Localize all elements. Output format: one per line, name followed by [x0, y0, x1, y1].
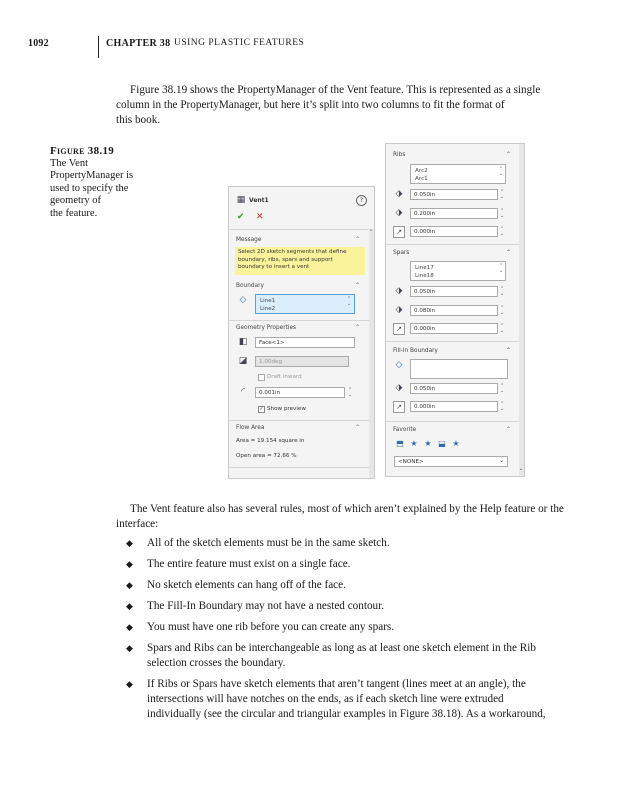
ribs-width-spinner[interactable]: ⌃ ⌄ — [500, 208, 505, 219]
body-paragraph — [116, 502, 586, 532]
intro-paragraph — [116, 83, 586, 128]
list-item[interactable]: Arc1 — [415, 176, 428, 182]
chevron-up-icon[interactable]: ⌃ — [355, 282, 361, 289]
divider — [229, 420, 369, 421]
draft-angle-icon: ◪ — [238, 356, 248, 366]
apply-favorite-icon[interactable]: ⬒ — [396, 439, 404, 448]
ribs-width-field[interactable]: 0.200in — [410, 208, 498, 219]
bullet-diamond-icon: ◆ — [126, 538, 133, 548]
feature-title: Vent1 — [249, 197, 269, 204]
body-line: the interface: — [116, 503, 564, 530]
bullet-diamond-icon: ◆ — [126, 559, 133, 569]
message-line: boundary, ribs, spars and support — [238, 256, 333, 263]
divider — [386, 341, 519, 342]
flow-area-section-header[interactable]: Flow Area — [236, 425, 265, 431]
load-favorite-icon[interactable]: ★ — [452, 439, 460, 448]
ribs-section-header[interactable]: Ribs — [393, 152, 406, 158]
vent-propertymanager-left — [228, 186, 375, 479]
chapter-title: USING PLASTIC FEATURES — [174, 38, 305, 48]
spars-selection-list[interactable] — [410, 261, 506, 281]
ribs-offset-field[interactable]: 0.000in — [410, 226, 498, 237]
ribs-depth-spinner[interactable]: ⌃ ⌄ — [500, 189, 505, 200]
divider — [229, 320, 369, 321]
spars-depth-field[interactable]: 0.050in — [410, 286, 498, 297]
list-scroll-icon[interactable]: ⌃ ⌄ — [347, 296, 352, 307]
bullet-diamond-icon: ◆ — [126, 622, 133, 632]
rib-width-icon: ⬗ — [395, 208, 403, 218]
fillet-radius-field[interactable]: 0.001in — [255, 387, 345, 398]
bullet-diamond-icon: ◆ — [126, 601, 133, 611]
bullet-line: selection crosses the boundary. — [147, 657, 286, 669]
scroll-down-icon[interactable]: ⌄ — [519, 466, 524, 472]
chevron-up-icon[interactable]: ⌃ — [355, 424, 361, 431]
caption-line: used to specify the — [50, 182, 129, 194]
cancel-x-icon[interactable]: ✕ — [256, 212, 264, 222]
list-item — [126, 557, 586, 572]
delete-favorite-icon[interactable]: ★ — [424, 439, 432, 448]
fillet-spinner[interactable]: ⌃ ⌄ — [348, 387, 353, 398]
face-selection-icon: ◧ — [238, 337, 248, 347]
bullet-diamond-icon: ◆ — [126, 679, 133, 689]
rib-offset-icon: ↗ — [393, 226, 405, 238]
favorite-section-header[interactable]: Favorite — [393, 427, 417, 433]
list-scroll-icon[interactable]: ⌃ ⌄ — [499, 263, 504, 274]
face-selection-field[interactable]: Face<1> — [255, 337, 355, 348]
fill-in-offset-spinner[interactable]: ⌃ ⌄ — [500, 401, 505, 412]
fill-in-selection-icon: ◇ — [395, 360, 403, 370]
caption-line: the feature. — [50, 207, 98, 219]
fill-in-offset-field[interactable]: 0.000in — [410, 401, 498, 412]
header-divider — [98, 36, 99, 58]
spars-depth-spinner[interactable]: ⌃ ⌄ — [500, 286, 505, 297]
caption-line: PropertyManager is — [50, 170, 134, 182]
boundary-selection-list[interactable] — [255, 294, 355, 314]
favorite-select-value: <NONE> — [398, 459, 424, 465]
intro-line: this book. — [116, 114, 161, 126]
open-area-value: Open area = 72.66 % — [236, 453, 297, 459]
bullet-line: If Ribs or Spars have sketch elements that aren’t tangent (lines meet at an angle), the — [147, 678, 526, 690]
divider — [386, 244, 519, 245]
list-item — [126, 620, 586, 635]
help-icon[interactable]: ? — [356, 195, 367, 206]
ribs-selection-list[interactable] — [410, 164, 506, 184]
list-item — [126, 599, 586, 614]
fill-in-boundary-section-header[interactable]: Fill-In Boundary — [393, 348, 438, 354]
divider — [386, 421, 519, 422]
page-number: 1092 — [28, 38, 49, 49]
chevron-up-icon[interactable]: ⌃ — [506, 347, 512, 354]
bullet-diamond-icon: ◆ — [126, 643, 133, 653]
bullet-line: The Fill-In Boundary may not have a nested contour. — [147, 600, 385, 612]
spars-offset-field[interactable]: 0.000in — [410, 323, 498, 334]
message-line: Select 2D sketch segments that define — [238, 249, 347, 255]
list-item — [126, 641, 586, 671]
bullet-line: All of the sketch elements must be in the same sketch. — [147, 537, 390, 549]
draft-inward-checkbox[interactable] — [258, 374, 265, 381]
list-item[interactable]: Line2 — [260, 306, 276, 312]
list-item[interactable]: Line18 — [415, 273, 434, 279]
bullet-diamond-icon: ◆ — [126, 580, 133, 590]
spar-depth-icon: ⬗ — [395, 286, 403, 296]
fill-in-depth-icon: ⬗ — [395, 383, 403, 393]
caption-line: geometry of — [50, 195, 102, 207]
vent-feature-icon: ▦ — [236, 195, 246, 205]
fill-in-offset-icon: ↗ — [393, 401, 405, 413]
bullet-line: No sketch elements can hang off of the face. — [147, 579, 346, 591]
bullet-line: The entire feature must exist on a single face. — [147, 558, 351, 570]
spar-width-icon: ⬗ — [395, 305, 403, 315]
fill-in-depth-field[interactable]: 0.050in — [410, 383, 498, 394]
figure-number: Figure 38.19 — [50, 145, 115, 157]
scroll-up-icon[interactable]: ⌃ — [369, 229, 374, 235]
favorite-select[interactable] — [394, 456, 508, 467]
spars-width-field[interactable]: 0.080in — [410, 305, 498, 316]
boundary-section-header[interactable]: Boundary — [236, 283, 264, 289]
area-value: Area = 19.154 square in — [236, 438, 305, 444]
vent-propertymanager-right — [385, 143, 525, 477]
list-item[interactable]: Arc2 — [415, 168, 428, 174]
intro-line: Figure 38.19 shows the PropertyManager of the Vent feature. This is represented as a single — [130, 84, 541, 96]
list-scroll-icon[interactable]: ⌃ ⌄ — [499, 166, 504, 177]
body-line: The Vent feature also has several rules, most of which aren’t explained by the Help feature or — [130, 503, 548, 515]
chevron-up-icon[interactable]: ⌃ — [506, 249, 512, 256]
fill-in-selection-list[interactable] — [410, 359, 508, 379]
spars-width-spinner[interactable]: ⌃ ⌄ — [500, 305, 505, 316]
draft-inward-label: Draft inward — [267, 374, 302, 380]
spar-offset-icon: ↗ — [393, 323, 405, 335]
caption-line: The Vent — [50, 157, 89, 169]
ok-check-icon[interactable]: ✔ — [237, 212, 245, 222]
show-preview-checkbox[interactable]: ✓ — [259, 406, 264, 412]
list-item — [126, 536, 586, 551]
running-header — [28, 36, 588, 58]
scrollbar[interactable] — [369, 229, 374, 478]
scrollbar[interactable] — [519, 144, 524, 476]
chevron-down-icon[interactable]: ⌄ — [499, 457, 505, 464]
divider — [229, 229, 369, 230]
spars-offset-spinner[interactable]: ⌃ ⌄ — [500, 323, 505, 334]
figure-caption — [50, 145, 170, 221]
chapter-label: CHAPTER 38 — [106, 38, 171, 49]
ribs-offset-spinner[interactable]: ⌃ ⌄ — [500, 226, 505, 237]
chevron-up-icon[interactable]: ⌃ — [506, 151, 512, 158]
boundary-selection-icon: ◇ — [239, 295, 247, 305]
add-favorite-icon[interactable]: ★ — [410, 439, 418, 448]
chevron-up-icon[interactable]: ⌃ — [355, 236, 361, 243]
intro-line: column in the PropertyManager, but here it’s split into two columns to fit the format of — [116, 99, 505, 111]
draft-angle-field[interactable]: 1.00deg — [255, 356, 349, 367]
ribs-depth-field[interactable]: 0.050in — [410, 189, 498, 200]
bullet-line: Spars and Ribs can be interchangeable as long as at least one sketch element in the Rib — [147, 642, 536, 654]
fill-in-depth-spinner[interactable]: ⌃ ⌄ — [500, 383, 505, 394]
chevron-up-icon[interactable]: ⌃ — [355, 324, 361, 331]
message-box — [235, 247, 365, 275]
list-item — [126, 578, 586, 593]
save-favorite-icon[interactable]: ⬓ — [438, 439, 446, 448]
bullet-line: intersections will have notches on the ends, as if each sketch line were extruded — [147, 693, 504, 705]
bullet-line: You must have one rib before you can create any spars. — [147, 621, 395, 633]
chevron-up-icon[interactable]: ⌃ — [506, 426, 512, 433]
bullet-line: individually (see the circular and triangular examples in Figure 38.18). As a workaround, — [147, 708, 546, 720]
message-line: boundary to insert a vent — [238, 264, 310, 270]
spars-section-header[interactable]: Spars — [393, 250, 410, 256]
geometry-section-header[interactable]: Geometry Properties — [236, 325, 297, 331]
divider — [229, 467, 369, 468]
list-item — [126, 677, 586, 722]
rib-depth-icon: ⬗ — [395, 189, 403, 199]
list-item[interactable]: Line17 — [415, 265, 434, 271]
list-item[interactable]: Line1 — [260, 298, 276, 304]
rules-list — [126, 536, 586, 728]
show-preview-label: Show preview — [267, 406, 306, 412]
fillet-radius-icon: ◜ — [241, 387, 245, 397]
message-section-header[interactable]: Message — [236, 237, 262, 243]
